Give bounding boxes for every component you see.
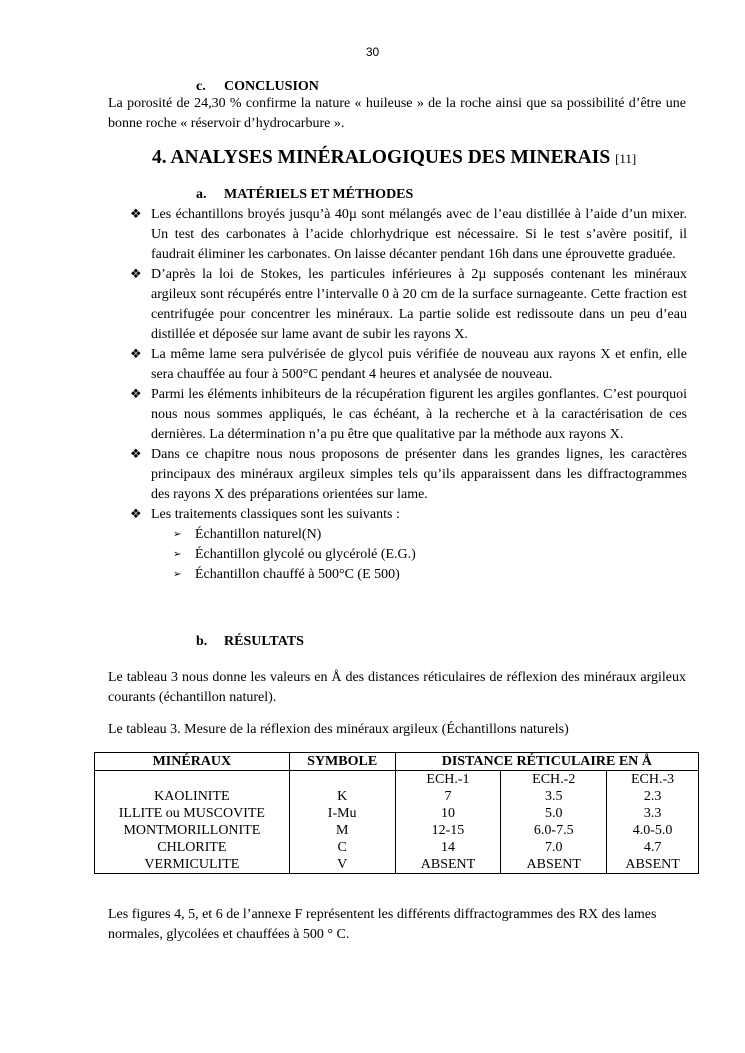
results-intro: Le tableau 3 nous donne les valeurs en Å des distances réticulaires de réflexion des minéraux argileux courants (échantillon naturel). xyxy=(108,670,686,705)
diamond-bullet-icon: ❖ xyxy=(130,347,142,362)
cell-symbol: C xyxy=(289,839,395,856)
table-caption: Le tableau 3. Mesure de la réflexion des minéraux argileux (Échantillons naturels) xyxy=(108,722,569,737)
treatment-item: ➢ Échantillon glycolé ou glycérolé (E.G.) xyxy=(173,545,687,565)
minerals-table xyxy=(94,752,699,874)
diamond-bullet-icon: ❖ xyxy=(130,447,142,462)
table-subheader-row xyxy=(95,771,699,789)
cell-ech-1: 10 xyxy=(395,805,501,822)
conclusion-letter: c. xyxy=(196,79,206,94)
cell-symbol: I-Mu xyxy=(289,805,395,822)
arrow-bullet-icon: ➢ xyxy=(173,569,182,580)
materials-letter: a. xyxy=(196,187,207,202)
table-row xyxy=(95,805,699,822)
cell-ech-1: 12-15 xyxy=(395,822,501,839)
cell-symbol: K xyxy=(289,788,395,805)
header-minerals: MINÉRAUX xyxy=(95,753,290,771)
arrow-bullet-icon: ➢ xyxy=(173,529,182,540)
cell-ech-2: 7.0 xyxy=(501,839,607,856)
arrow-bullet-icon: ➢ xyxy=(173,549,182,560)
page-number: 30 xyxy=(365,45,380,59)
cell-ech-1: ABSENT xyxy=(395,856,501,874)
subheader-ech-3: ECH.-3 xyxy=(607,771,699,789)
materials-title: MATÉRIELS ET MÉTHODES xyxy=(224,187,414,202)
cell-mineral: CHLORITE xyxy=(95,839,290,856)
table-row xyxy=(95,788,699,805)
results-letter: b. xyxy=(196,634,208,649)
cell-ech-3: 3.3 xyxy=(607,805,699,822)
section-4-number: 4. xyxy=(152,147,167,168)
treatment-item: ➢ Échantillon chauffé à 500°C (E 500) xyxy=(173,565,687,585)
cell-ech-2: 6.0-7.5 xyxy=(501,822,607,839)
cell-symbol: M xyxy=(289,822,395,839)
diamond-bullet-icon: ❖ xyxy=(130,267,142,282)
header-symbol: SYMBOLE xyxy=(289,753,395,771)
subheader-ech-1: ECH.-1 xyxy=(395,771,501,789)
results-title: RÉSULTATS xyxy=(224,634,304,649)
treatment-item: ➢ Échantillon naturel(N) xyxy=(173,525,687,545)
empty-cell xyxy=(289,771,395,789)
empty-cell xyxy=(95,771,290,789)
cell-symbol: V xyxy=(289,856,395,874)
diamond-bullet-icon: ❖ xyxy=(130,507,142,522)
list-item: ❖ Dans ce chapitre nous nous proposons de présenter dans les grandes lignes, les caractères principaux des minéraux argileux simples tels qu’ils apparaissent dans les diffractogrammes des rayons X des préparations orientées sur lame. xyxy=(130,447,687,502)
diamond-bullet-icon: ❖ xyxy=(130,387,142,402)
cell-ech-2: ABSENT xyxy=(501,856,607,874)
section-4-reference: [11] xyxy=(615,151,637,166)
methods-bullet-list xyxy=(130,205,687,585)
results-heading xyxy=(196,634,304,650)
list-item: ❖ Les traitements classiques sont les suivants : ➢ Échantillon naturel(N) ➢ Échantillon glycolé ou glycérolé (E.G.) ➢ Échantillon chauffé à 500°C (E 500) xyxy=(130,505,687,585)
cell-ech-2: 3.5 xyxy=(501,788,607,805)
header-distance: DISTANCE RÉTICULAIRE EN Å xyxy=(395,753,698,771)
cell-mineral: VERMICULITE xyxy=(95,856,290,874)
diamond-bullet-icon: ❖ xyxy=(130,207,142,222)
cell-ech-2: 5.0 xyxy=(501,805,607,822)
closing-paragraph: Les figures 4, 5, et 6 de l’annexe F représentent les différents diffractogrammes des RX des lames normales, glycolées et chauffées à 500 ° C. xyxy=(108,907,657,942)
conclusion-title: CONCLUSION xyxy=(224,79,319,94)
cell-ech-3: 2.3 xyxy=(607,788,699,805)
cell-mineral: KAOLINITE xyxy=(95,788,290,805)
materials-heading xyxy=(196,187,413,203)
cell-mineral: ILLITE ou MUSCOVITE xyxy=(95,805,290,822)
list-item: ❖ Les échantillons broyés jusqu’à 40µ sont mélangés avec de l’eau distillée à l’aide d’un mixer. Un test des carbonates à l’acide chlorhydrique est nécessaire. Si le test s’avère positif, il faudrait éliminer les carbonates. On laisse décanter pendant 16h dans une éprouvette graduée. xyxy=(130,207,687,262)
cell-mineral: MONTMORILLONITE xyxy=(95,822,290,839)
subheader-ech-2: ECH.-2 xyxy=(501,771,607,789)
cell-ech-3: ABSENT xyxy=(607,856,699,874)
table-row xyxy=(95,822,699,839)
conclusion-heading xyxy=(196,79,319,95)
cell-ech-3: 4.7 xyxy=(607,839,699,856)
conclusion-text: La porosité de 24,30 % confirme la nature « huileuse » de la roche ainsi que sa possibilité d’être une bonne roche « réservoir d’hydrocarbure ». xyxy=(108,96,686,131)
section-4-heading xyxy=(152,147,636,169)
section-4-title: ANALYSES MINÉRALOGIQUES DES MINERAIS xyxy=(170,147,611,168)
cell-ech-1: 14 xyxy=(395,839,501,856)
list-item: ❖ La même lame sera pulvérisée de glycol puis vérifiée de nouveau aux rayons X et enfin, elle sera chauffée au four à 500°C pendant 4 heures et analysée de nouveau. xyxy=(130,347,687,382)
cell-ech-3: 4.0-5.0 xyxy=(607,822,699,839)
cell-ech-1: 7 xyxy=(395,788,501,805)
list-item: ❖ Parmi les éléments inhibiteurs de la récupération figurent les argiles gonflantes. C’est pourquoi nous nous sommes appliqués, le cas échéant, à la recherche et à la caractérisation de ces dernières. La détermination n’a pu être que qualitative par la méthode aux rayons X. xyxy=(130,387,687,442)
table-row xyxy=(95,839,699,856)
list-item: ❖ D’après la loi de Stokes, les particules inférieures à 2µ supposés contenant les minéraux argileux sont récupérés entre l’intervalle 0 à 20 cm de la surface surnageante. Cette fraction est centrifugée pour concentrer les minéraux. La partie solide est redissoute dans un peu d’eau distillée et déposée sur lame avant de subir les rayons X. xyxy=(130,267,687,342)
table-row xyxy=(95,856,699,874)
table-header-row xyxy=(95,753,699,771)
treatments-list xyxy=(151,525,687,585)
